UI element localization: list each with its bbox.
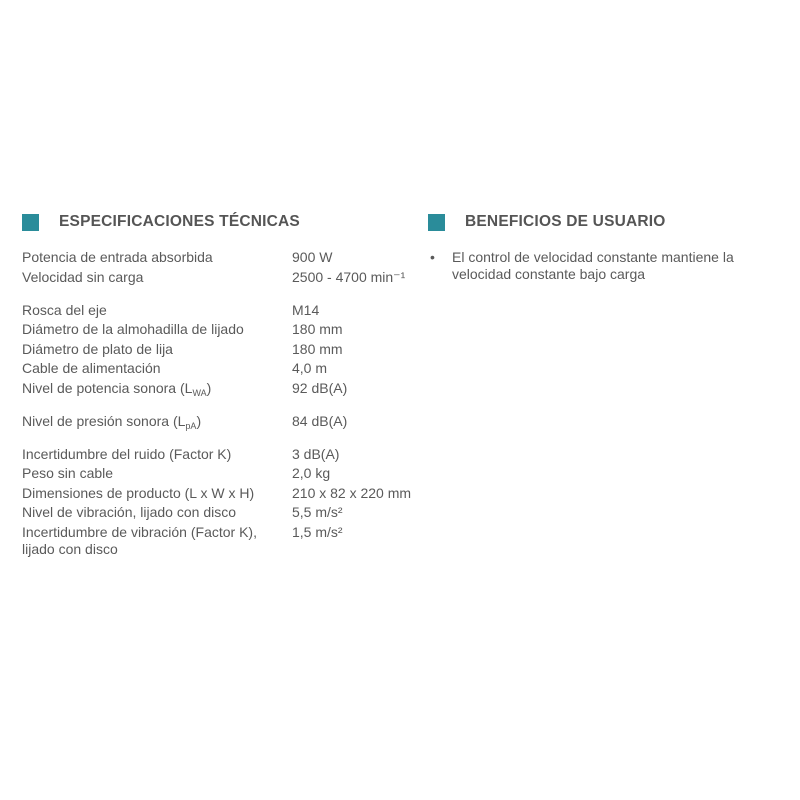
spec-value: M14 xyxy=(292,301,320,318)
spec-value: 2500 - 4700 min⁻¹ xyxy=(292,268,406,285)
spec-row-sound-power xyxy=(22,380,422,400)
benefits-header xyxy=(428,210,788,234)
spec-label xyxy=(22,524,292,558)
spec-row-power-cable xyxy=(22,360,422,380)
spec-value: 5,5 m/s² xyxy=(292,504,343,520)
spec-label: Rosca del eje xyxy=(22,301,107,318)
spec-label: Diámetro de la almohadilla de lijado xyxy=(22,321,244,337)
spec-row-weight xyxy=(22,465,422,485)
spec-row-sound-pressure xyxy=(22,413,422,433)
spec-value: 210 x 82 x 220 mm xyxy=(292,484,412,501)
spec-row-disc-diameter xyxy=(22,341,422,361)
spec-label-subscript: pA xyxy=(185,420,197,431)
spec-value: 3 dB(A) xyxy=(292,445,340,462)
spec-row-no-load-speed xyxy=(22,269,422,289)
specs-title: ESPECIFICACIONES TÉCNICAS xyxy=(59,213,300,230)
benefit-text-line1: El control de velocidad constante mantiene la xyxy=(452,249,734,265)
spec-label: Dimensiones de producto (L x W x H) xyxy=(22,484,255,501)
spec-label xyxy=(22,380,292,397)
spec-label-line1: Incertidumbre de vibración (Factor K), xyxy=(22,523,257,540)
technical-specifications-section xyxy=(22,210,422,560)
bullet-icon: • xyxy=(430,249,435,265)
spec-row-vibration-uncertainty xyxy=(22,524,422,561)
spec-label: Peso sin cable xyxy=(22,465,114,481)
spec-label: Potencia de entrada absorbida xyxy=(22,249,213,265)
spec-row-spindle-thread xyxy=(22,302,422,322)
spec-value: 92 dB(A) xyxy=(292,379,348,396)
spec-label: Incertidumbre del ruido (Factor K) xyxy=(22,445,232,462)
benefits-title: BENEFICIOS DE USUARIO xyxy=(465,213,666,230)
spec-label: Nivel de vibración, lijado con disco xyxy=(22,504,236,520)
user-benefits-section xyxy=(428,210,788,283)
benefits-list xyxy=(428,249,788,283)
spec-value: 2,0 kg xyxy=(292,465,331,481)
spec-label-text: Nivel de presión sonora (L xyxy=(22,412,186,429)
spec-label-text: Nivel de potencia sonora (L xyxy=(22,379,193,396)
spec-label: Cable de alimentación xyxy=(22,360,161,376)
spec-value: 84 dB(A) xyxy=(292,412,348,429)
spec-row-noise-uncertainty xyxy=(22,446,422,466)
spec-label-end: ) xyxy=(196,412,202,429)
spec-value: 900 W xyxy=(292,249,333,265)
spec-label: Velocidad sin carga xyxy=(22,268,144,285)
spec-label-line2: lijado con disco xyxy=(22,540,118,557)
spec-label-end: ) xyxy=(206,379,212,396)
spec-row-vibration-level xyxy=(22,504,422,524)
spec-label: Diámetro de plato de lija xyxy=(22,340,173,357)
spec-value: 4,0 m xyxy=(292,360,328,376)
spec-label-subscript: WA xyxy=(192,387,207,398)
spec-value: 1,5 m/s² xyxy=(292,523,343,540)
spec-value: 180 mm xyxy=(292,321,343,337)
spec-row-dimensions xyxy=(22,485,422,505)
section-square-icon xyxy=(428,214,445,231)
spec-value: 180 mm xyxy=(292,340,343,357)
spec-row-input-power xyxy=(22,249,422,269)
spec-row-pad-diameter xyxy=(22,321,422,341)
spec-label xyxy=(22,413,292,430)
benefit-text-line2: velocidad constante bajo carga xyxy=(452,266,646,282)
specs-header xyxy=(22,210,422,234)
list-item xyxy=(428,249,788,283)
section-square-icon xyxy=(22,214,39,231)
benefit-text xyxy=(452,249,788,283)
